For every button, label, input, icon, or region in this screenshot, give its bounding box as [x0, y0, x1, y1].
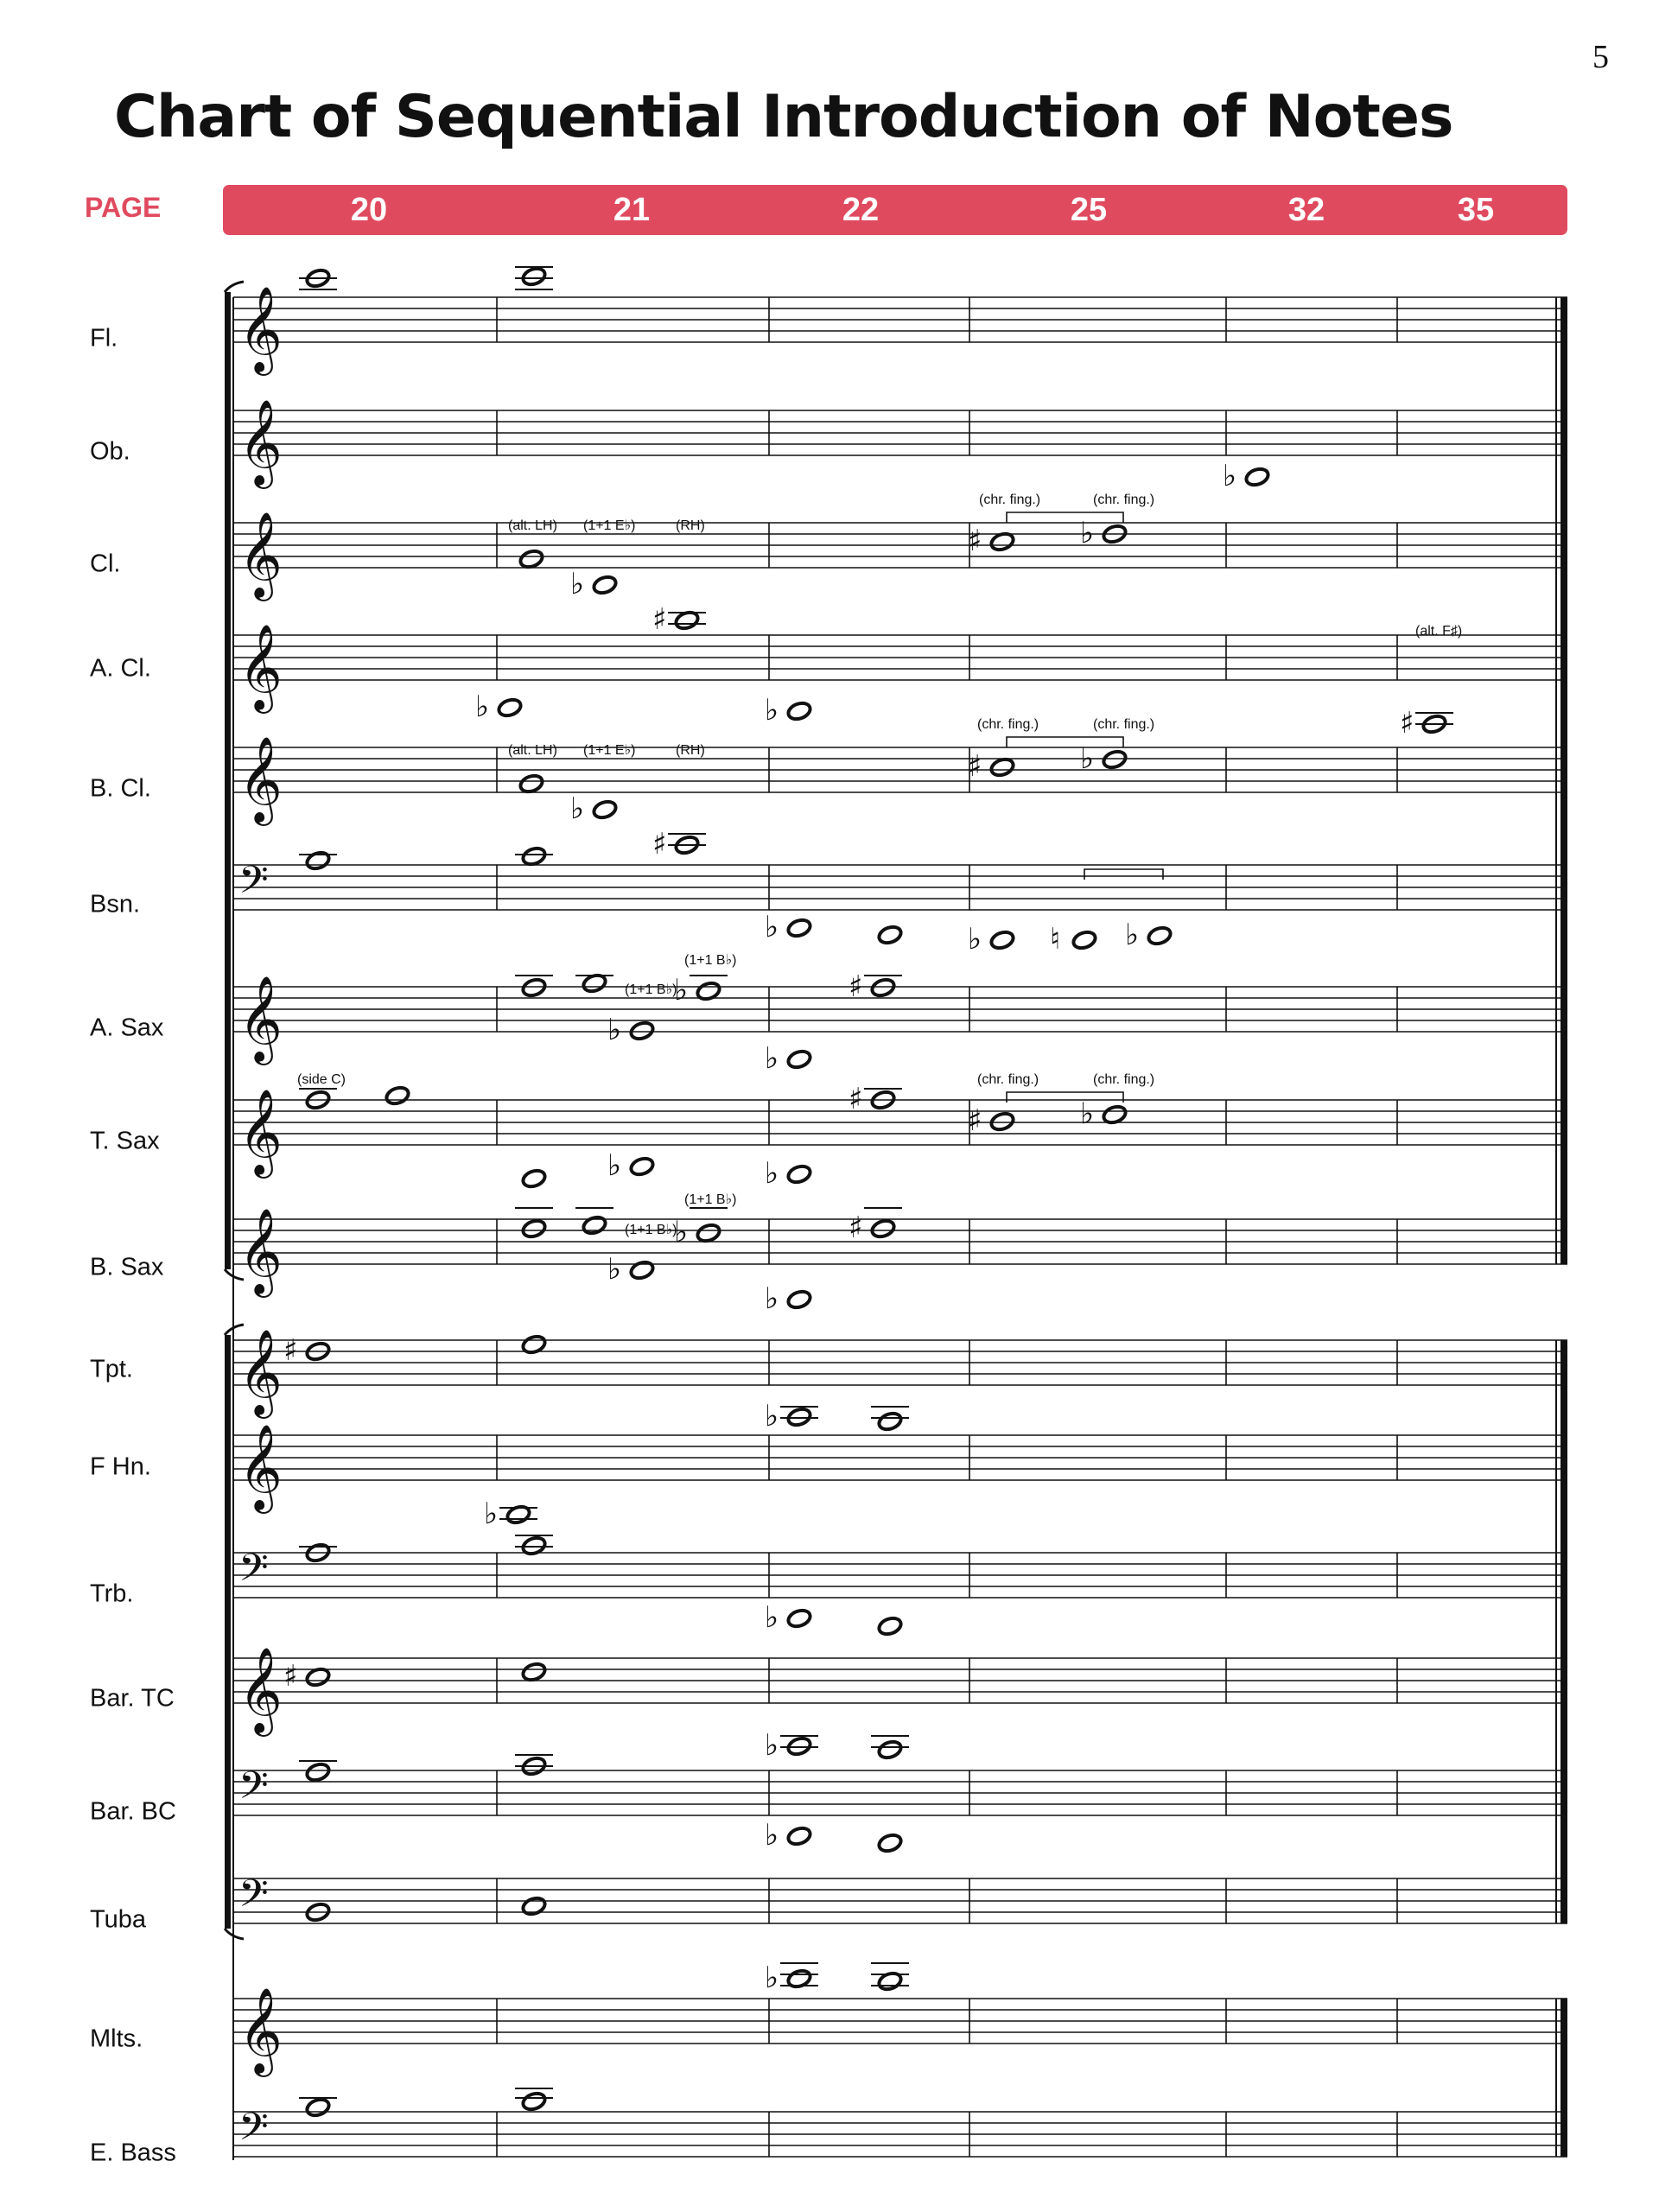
- page-column-25: 25: [1070, 192, 1108, 228]
- annotation-1plus1-bb-bsax-1: (1+1 B♭): [684, 1192, 737, 1207]
- accidental: ♯: [968, 1103, 982, 1138]
- whole-note: [786, 918, 812, 939]
- grouping-bracket: [1007, 1092, 1123, 1103]
- accidental: ♯: [849, 969, 863, 1004]
- treble-clef: 𝄞: [238, 1424, 283, 1510]
- whole-note: [305, 850, 331, 872]
- annotation-alt-lh: (alt. LH): [508, 518, 557, 533]
- accidental: ♯: [283, 1333, 298, 1368]
- final-barline-thin: [1555, 1340, 1557, 1923]
- whole-note: [870, 1218, 896, 1240]
- whole-note: [521, 1662, 547, 1683]
- treble-clef: 𝄞: [238, 1208, 283, 1294]
- annotation-1plus1-bb-bsax-2: (1+1 B♭): [625, 1223, 677, 1237]
- whole-note: [305, 2097, 331, 2119]
- chart-title: Chart of Sequential Introduction of Notes: [114, 83, 1453, 151]
- accidental: ♭: [1223, 459, 1237, 493]
- annotation-rh-bcl: (RH): [676, 743, 705, 758]
- accidental: ♯: [968, 749, 982, 784]
- instrument-label-trumpet: Tpt.: [90, 1355, 133, 1383]
- page-column-20: 20: [350, 192, 388, 228]
- accidental: ♯: [849, 1211, 863, 1245]
- bass-clef: 𝄢: [238, 2104, 269, 2158]
- whole-note: [877, 925, 903, 946]
- accidental: ♯: [968, 524, 982, 558]
- treble-clef: 𝄞: [238, 1089, 283, 1175]
- bass-clef: 𝄢: [238, 1763, 269, 1817]
- whole-note: [1244, 467, 1270, 488]
- page-column-21: 21: [613, 192, 651, 228]
- accidental: ♭: [1080, 741, 1095, 776]
- accidental: ♭: [765, 693, 779, 728]
- whole-note: [786, 701, 812, 722]
- treble-clef: 𝄞: [238, 512, 283, 598]
- whole-note: [518, 549, 544, 570]
- instrument-label-baritone-bc: Bar. BC: [90, 1797, 176, 1826]
- accidental: ♭: [1080, 1096, 1095, 1131]
- whole-note: [521, 2091, 547, 2113]
- whole-note: [877, 1616, 903, 1637]
- whole-note: [629, 1156, 655, 1178]
- accidental: ♭: [484, 1497, 499, 1531]
- whole-note: [989, 757, 1015, 779]
- final-barline-thick: [1560, 1340, 1567, 1923]
- accidental: ♭: [765, 1961, 779, 1995]
- instrument-label-tenor-sax: T. Sax: [90, 1127, 160, 1155]
- instrument-label-bass-clarinet: B. Cl.: [90, 774, 151, 803]
- accidental: ♭: [475, 690, 490, 724]
- whole-note: [786, 1826, 812, 1847]
- instrument-label-bassoon: Bsn.: [90, 890, 141, 918]
- whole-note: [582, 1215, 607, 1236]
- whole-note: [1071, 930, 1097, 951]
- final-barline-thick: [1560, 297, 1567, 1264]
- page-column-22: 22: [842, 192, 880, 228]
- final-barline-thin: [1555, 1999, 1557, 2157]
- accidental: ♯: [1400, 706, 1414, 741]
- accidental: ♭: [765, 910, 779, 944]
- treble-clef: 𝄞: [238, 976, 283, 1062]
- annotation-chr-fing-bcl-1: (chr. fing.): [977, 717, 1039, 732]
- whole-note: [521, 846, 547, 868]
- whole-note: [877, 1411, 903, 1433]
- annotation-chr-fing-tsax-2: (chr. fing.): [1093, 1072, 1155, 1087]
- accidental: ♭: [765, 1041, 779, 1076]
- accidental: ♯: [283, 1659, 298, 1694]
- accidental: ♮: [1050, 922, 1061, 957]
- whole-note: [786, 1049, 812, 1071]
- accidental: ♭: [1125, 918, 1140, 952]
- accidental: ♭: [765, 1818, 779, 1853]
- treble-clef: 𝄞: [238, 1987, 283, 2074]
- whole-note: [629, 1020, 655, 1042]
- accidental: ♭: [1080, 516, 1095, 550]
- instrument-label-mallets: Mlts.: [90, 2024, 143, 2053]
- bass-clef: 𝄢: [238, 1871, 269, 1925]
- accidental: ♭: [674, 973, 689, 1007]
- annotation-chr-fing-tsax-1: (chr. fing.): [977, 1072, 1039, 1087]
- whole-note: [786, 1164, 812, 1185]
- accidental: ♭: [765, 1399, 779, 1433]
- page-column-32: 32: [1287, 192, 1325, 228]
- whole-note: [1102, 749, 1128, 771]
- accidental: ♯: [652, 827, 667, 861]
- treble-clef: 𝄞: [238, 1329, 283, 1415]
- accidental: ♭: [607, 1252, 622, 1287]
- annotation-chr-fing-bcl-2: (chr. fing.): [1093, 717, 1155, 732]
- whole-note: [989, 1111, 1015, 1133]
- whole-note: [1147, 925, 1173, 947]
- grouping-bracket: [1084, 869, 1163, 880]
- annotation-rh: (RH): [676, 518, 705, 533]
- annotation-side-c: (side C): [297, 1072, 346, 1087]
- instrument-label-flute: Fl.: [90, 324, 118, 353]
- treble-clef: 𝄞: [238, 286, 283, 372]
- treble-clef: 𝄞: [238, 1647, 283, 1733]
- instrument-label-horn: F Hn.: [90, 1452, 151, 1481]
- whole-note: [518, 773, 544, 795]
- whole-note: [989, 930, 1015, 951]
- annotation-chr-fing-cl-1: (chr. fing.): [979, 493, 1041, 507]
- bass-clef: 𝄢: [238, 857, 269, 912]
- instrument-label-alto-clarinet: A. Cl.: [90, 654, 151, 683]
- accidental: ♯: [849, 1082, 863, 1116]
- grouping-bracket: [1007, 737, 1123, 747]
- treble-clef: 𝄞: [238, 399, 283, 486]
- whole-note: [786, 1289, 812, 1311]
- accidental: ♭: [570, 567, 585, 601]
- instrument-label-oboe: Ob.: [90, 437, 130, 466]
- whole-note: [521, 1896, 547, 1917]
- whole-note: [786, 1608, 812, 1630]
- treble-clef: 𝄞: [238, 736, 283, 823]
- whole-note: [870, 977, 896, 999]
- instrument-label-tuba: Tuba: [90, 1905, 147, 1934]
- bracket: [225, 292, 231, 1269]
- whole-note: [521, 1168, 547, 1190]
- accidental: ♭: [765, 1728, 779, 1763]
- accidental: ♭: [765, 1156, 779, 1191]
- whole-note: [877, 1739, 903, 1761]
- whole-note: [521, 266, 547, 288]
- page-column-35: 35: [1457, 192, 1495, 228]
- instrument-label-trombone: Trb.: [90, 1580, 134, 1608]
- whole-note: [696, 1223, 721, 1244]
- page-label: PAGE: [85, 192, 162, 223]
- annotation-alt-lh-bcl: (alt. LH): [508, 743, 557, 758]
- accidental: ♭: [765, 1600, 779, 1635]
- annotation-1plus1-eb-bcl: (1+1 E♭): [583, 743, 636, 758]
- instrument-label-bari-sax: B. Sax: [90, 1253, 164, 1281]
- annotation-chr-fing-cl-2: (chr. fing.): [1093, 493, 1155, 507]
- accidental: ♭: [674, 1215, 689, 1249]
- accidental: ♭: [765, 1281, 779, 1316]
- annotation-1plus1-bb-asax-1: (1+1 B♭): [684, 953, 737, 968]
- annotation-1plus1-bb-asax-2: (1+1 B♭): [625, 982, 677, 997]
- accidental: ♭: [607, 1148, 622, 1183]
- instrument-label-baritone-tc: Bar. TC: [90, 1684, 175, 1713]
- instrument-label-alto-sax: A. Sax: [90, 1014, 164, 1042]
- whole-note: [629, 1260, 655, 1281]
- bracket: [225, 1335, 231, 1929]
- instrument-label-electric-bass: E. Bass: [90, 2139, 176, 2167]
- annotation-alt-fsharp: (alt. F♯): [1415, 624, 1463, 639]
- whole-note: [877, 1833, 903, 1854]
- accidental: ♯: [652, 602, 667, 637]
- annotation-1plus1-eb: (1+1 E♭): [583, 518, 636, 533]
- instrument-label-clarinet: Cl.: [90, 550, 121, 578]
- grouping-bracket: [1007, 512, 1123, 523]
- treble-clef: 𝄞: [238, 624, 283, 710]
- final-barline-thin: [1555, 297, 1557, 1264]
- accidental: ♭: [570, 791, 585, 826]
- whole-note: [592, 799, 618, 821]
- accidental: ♭: [968, 922, 982, 957]
- bass-clef: 𝄢: [238, 1545, 269, 1599]
- whole-note: [521, 1218, 547, 1240]
- whole-note: [385, 1085, 410, 1107]
- page-number: 5: [1592, 39, 1609, 75]
- whole-note: [521, 977, 547, 999]
- accidental: ♭: [607, 1013, 622, 1047]
- whole-note: [305, 1762, 331, 1783]
- final-barline-thick: [1560, 1999, 1567, 2157]
- whole-note: [592, 575, 618, 596]
- whole-note: [497, 697, 523, 719]
